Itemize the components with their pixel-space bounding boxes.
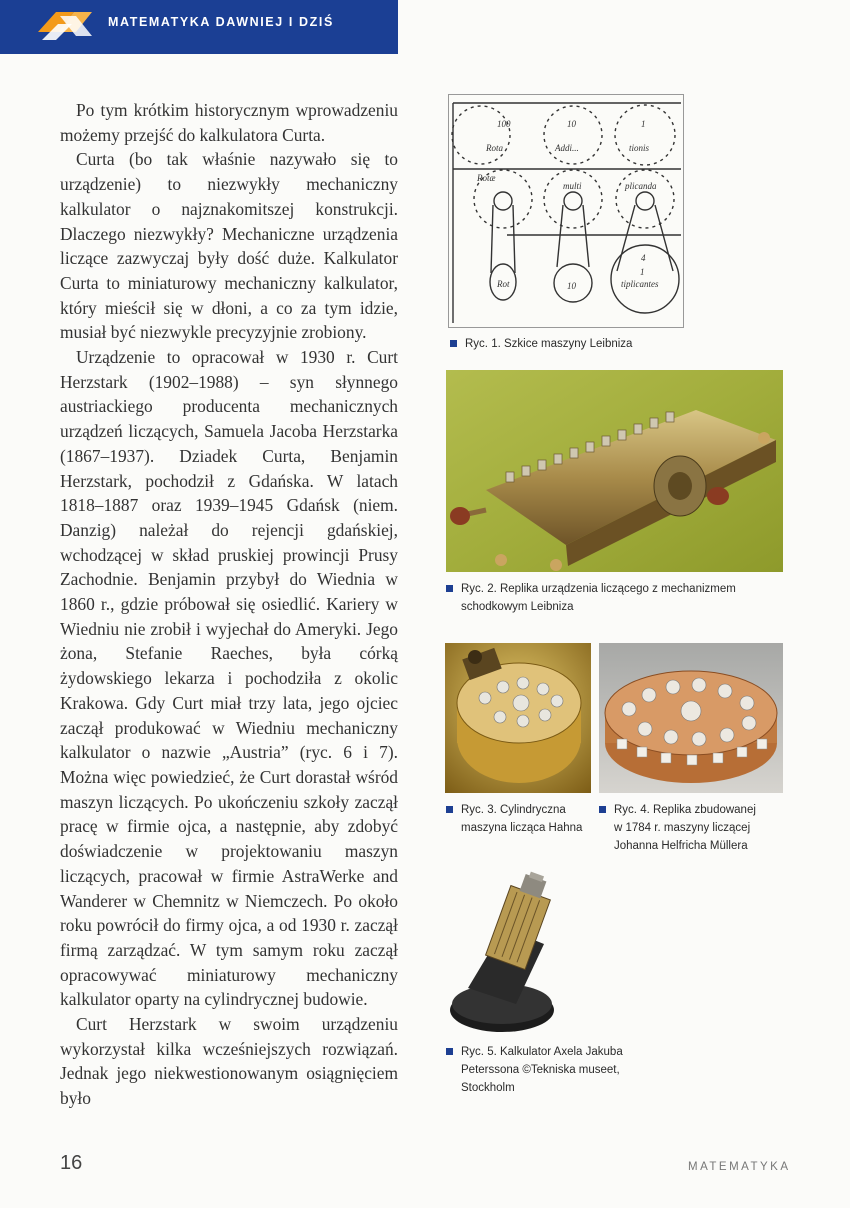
section-title: MATEMATYKA DAWNIEJ I DZIŚ: [108, 15, 334, 29]
paragraph: Curta (bo tak właśnie nazywało się to urządzenie) to niezwykły mechaniczny kalkulator o najznakomitszej konstrukcji. Dlaczego niezwykły? Mechaniczne urządzenia liczące zazwyczaj były dość duże. Kalkulator Curta to miniaturowy mechaniczny kalkulator, który mieścił się w dłoni, a co za tym idzie, musiał być niezwykle precyzyjnie zrobiony.: [60, 149, 398, 343]
caption-line: Ryc. 2. Replika urządzenia liczącego z mechanizmem: [461, 583, 736, 595]
caption-bullet: [450, 340, 457, 347]
caption-line: Ryc. 5. Kalkulator Axela Jakuba: [461, 1046, 623, 1058]
figure-4-caption: [599, 801, 785, 857]
caption-bullet: [446, 806, 453, 813]
sketch-label: 1: [640, 267, 645, 277]
caption-bullet: [446, 1048, 453, 1055]
caption-text: Ryc. 1. Szkice maszyny Leibniza: [465, 338, 633, 350]
caption-line: maszyna licząca Hahna: [461, 822, 583, 834]
sketch-label: multi: [563, 181, 582, 191]
paragraph: Po tym krótkim historycznym wprowadzeniu możemy przejść do kalkulatora Curta.: [60, 100, 398, 145]
figure-3-hahn-machine-photo: [445, 643, 591, 793]
figure-5-petersson-calculator-photo: [446, 870, 556, 1034]
paragraph: Urządzenie to opracował w 1930 r. Curt Herzstark (1902–1988) – syn słynnego austriackiego producenta mechanicznych urządzeń liczących, Samuela Jacoba Herzstarka (1867–1937). Dziadek Curta, Benjamin Herzstark, pochodził z Gdańska. W latach 1818–1887 oraz 1939–1945 Gdańsk (niem. Danzig) należał do rejencji gdańskiej, wchodzącej w skład pruskiej prowincji Prusy Zachodnie. Benjamin przybył do Wiednia w 1860 r., gdzie próbował się osiedlić. Kariery w Wiedniu nie zrobił i wyjechał do Ameryki. Jego żona, Stefanie Raeches, była córką żydowskiego lekarza i pochodziła z okolic Krakowa. Gdy Curt miał trzy lata, jego ojciec zaczął produkować w Wiedniu mechaniczny kalkulator o nazwie „Austria” (ryc. 6 i 7). Można więc powiedzieć, że Curt dorastał wśród maszyn liczących. Po ukończeniu szkoły zaczął pracę w firmie ojca, a następnie, aby zdobyć doświadczenie w projektowaniu maszyn liczących, pracował w firmie AstraWerke and Wanderer w Chemnitz w Niemczech. Po około roku powrócił do firmy ojca, a od 1930 r. zaczął firmą zarządzać. W tym samym roku zaczął opracowywać miniaturowy mechaniczny kalkulator oparty na cylindrycznej budowie.: [60, 347, 398, 1010]
sketch-label: tionis: [629, 143, 650, 153]
sketch-label: 4: [641, 253, 646, 263]
sketch-label: tiplicantes: [621, 279, 659, 289]
caption-line: Ryc. 3. Cylindryczna: [461, 804, 566, 816]
sketch-label: Addi...: [555, 143, 579, 153]
figure-5-caption: [446, 1043, 646, 1099]
caption-line: w 1784 r. maszyny liczącej: [614, 822, 751, 834]
sketch-label: 1: [641, 119, 646, 129]
sketch-label: 10: [567, 281, 576, 291]
caption-line: Peterssona ©Tekniska museet,: [461, 1064, 620, 1076]
caption-bullet: [599, 806, 606, 813]
sketch-label: 100: [497, 119, 511, 129]
caption-bullet: [446, 585, 453, 592]
sketch-label: 10: [567, 119, 576, 129]
figure-1-leibniz-sketch: [448, 94, 684, 328]
article-body: [60, 98, 398, 1111]
figure-3-caption: [446, 801, 596, 839]
page-number: 16: [60, 1152, 83, 1174]
caption-line: Johanna Helfricha Müllera: [614, 840, 748, 852]
sketch-label: Rotæ: [477, 173, 496, 183]
sketch-label: Rota: [486, 143, 503, 153]
caption-line: Ryc. 4. Replika zbudowanej: [614, 804, 756, 816]
sketch-label: Rot: [497, 279, 510, 289]
paragraph: Curt Herzstark w swoim urządzeniu wykorzystał kilka wcześniejszych rozwiązań. Jednak jego niekwestionowanym osiągnięciem było: [60, 1014, 398, 1109]
footer-label: MATEMATYKA: [688, 1161, 791, 1173]
ribbon-logo: [36, 2, 98, 42]
sketch-label: plicanda: [625, 181, 657, 191]
figure-4-muller-machine-photo: [599, 643, 783, 793]
figure-2-leibniz-replica-photo: [446, 370, 783, 572]
header-bar: [0, 0, 398, 54]
caption-line: Stockholm: [461, 1082, 515, 1094]
caption-line: schodkowym Leibniza: [461, 601, 574, 613]
figure-2-caption: [446, 580, 786, 618]
